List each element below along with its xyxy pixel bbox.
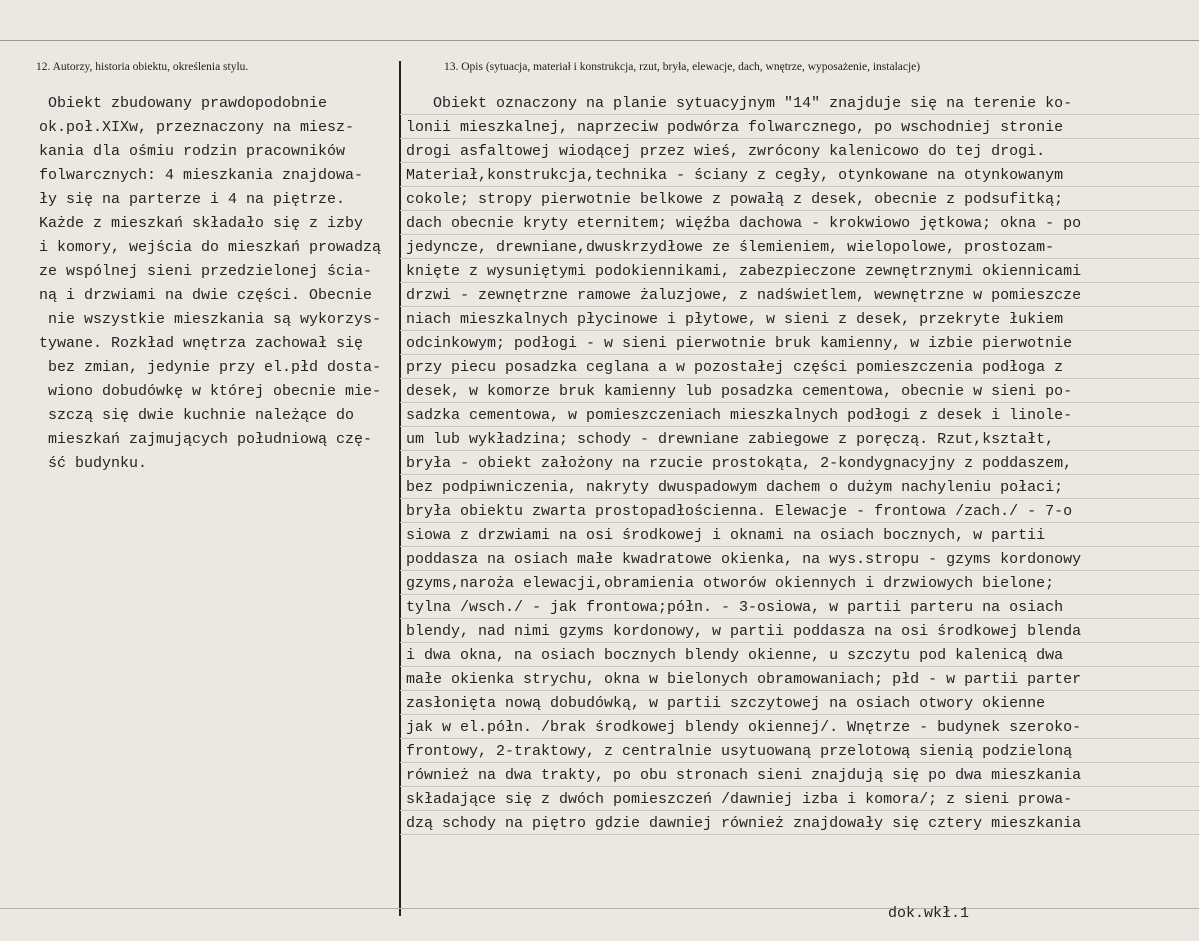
- form-rule-line: [400, 642, 1199, 643]
- text-line: siowa z drzwiami na osi środkowej i oknami na osiach bocznych, w partii: [406, 527, 1046, 544]
- form-rule-line: [400, 570, 1199, 571]
- text-line: bez zmian, jedynie przy el.płd dosta-: [30, 359, 382, 376]
- form-rule-line: [400, 186, 1199, 187]
- text-line: desek, w komorze bruk kamienny lub posadzka cementowa, obecnie w sieni po-: [406, 383, 1073, 400]
- text-line: ły się na parterze i 4 na piętrze.: [30, 191, 346, 208]
- form-rule-line: [400, 258, 1199, 259]
- form-rule-line: [400, 210, 1199, 211]
- form-rule-line: [400, 666, 1199, 667]
- text-line: zasłonięta nową dobudówką, w partii szczytowej na osiach otwory okienne: [406, 695, 1046, 712]
- text-line: nie wszystkie mieszkania są wykorzys-: [30, 311, 382, 328]
- text-line: ok.poł.XIXw, przeznaczony na miesz-: [30, 119, 355, 136]
- form-rule-line: [400, 162, 1199, 163]
- text-line: bez podpiwniczenia, nakryty dwuspadowym dachem o dużym nachyleniu połaci;: [406, 479, 1064, 496]
- text-line: dach obecnie kryty eternitem; więźba dachowa - krokwiowo jętkowa; okna - po: [406, 215, 1082, 232]
- text-line: jak w el.półn. /brak środkowej blendy okiennej/. Wnętrze - budynek szeroko-: [406, 719, 1082, 736]
- text-line: niach mieszkalnych płycinowe i płytowe, w sieni z desek, przekryte łukiem: [406, 311, 1064, 328]
- text-line: również na dwa trakty, po obu stronach sieni znajdują się po dwa mieszkania: [406, 767, 1082, 784]
- text-line: kania dla ośmiu rodzin pracowników: [30, 143, 346, 160]
- top-rule: [0, 40, 1199, 41]
- form-rule-line: [400, 354, 1199, 355]
- form-rule-line: [400, 306, 1199, 307]
- form-rule-line: [400, 498, 1199, 499]
- text-line: wiono dobudówkę w której obecnie mie-: [30, 383, 382, 400]
- form-rule-line: [400, 234, 1199, 235]
- text-line: Obiekt oznaczony na planie sytuacyjnym "14" znajduje się na terenie ko-: [406, 95, 1073, 112]
- form-rule-line: [400, 402, 1199, 403]
- form-rule-line: [400, 426, 1199, 427]
- text-line: bryła obiektu zwarta prostopadłościenna. Elewacje - frontowa /zach./ - 7-o: [406, 503, 1073, 520]
- form-rule-line: [400, 138, 1199, 139]
- section-13-text: [406, 92, 1199, 836]
- text-line: Każde z mieszkań składało się z izby: [30, 215, 364, 232]
- text-line: folwarcznych: 4 mieszkania znajdowa-: [30, 167, 364, 184]
- text-line: mieszkań zajmujących południową czę-: [30, 431, 373, 448]
- form-rule-line: [400, 450, 1199, 451]
- form-rule-line: [400, 762, 1199, 763]
- form-rule-line: [400, 594, 1199, 595]
- text-line: Materiał,konstrukcja,technika - ściany z cegły, otynkowane na otynkowanym: [406, 167, 1064, 184]
- form-rule-line: [400, 114, 1199, 115]
- text-line: frontowy, 2-traktowy, z centralnie usytuowaną przelotową sienią podzieloną: [406, 743, 1073, 760]
- form-rule-line: [400, 282, 1199, 283]
- text-line: bryła - obiekt założony na rzucie prostokąta, 2-kondygnacyjny z poddaszem,: [406, 455, 1073, 472]
- text-line: drzwi - zewnętrzne ramowe żaluzjowe, z nadświetlem, wewnętrzne w pomieszcze: [406, 287, 1082, 304]
- text-line: i dwa okna, na osiach bocznych blendy okienne, u szczytu pod kalenicą dwa: [406, 647, 1064, 664]
- text-line: odcinkowym; podłogi - w sieni pierwotnie bruk kamienny, w izbie pierwotnie: [406, 335, 1073, 352]
- form-rule-line: [400, 522, 1199, 523]
- text-line: małe okienka strychu, okna w bielonych obramowaniach; płd - w partii parter: [406, 671, 1082, 688]
- section-12-text: [30, 92, 398, 476]
- text-line: sadzka cementowa, w pomieszczeniach mieszkalnych podłogi z desek i linole-: [406, 407, 1073, 424]
- text-line: tylna /wsch./ - jak frontowa;półn. - 3-osiowa, w partii parteru na osiach: [406, 599, 1064, 616]
- text-line: gzyms,naroża elewacji,obramienia otworów okiennych i drzwiowych bielone;: [406, 575, 1055, 592]
- text-line: lonii mieszkalnej, naprzeciw podwórza folwarcznego, po wschodniej stronie: [406, 119, 1064, 136]
- text-line: knięte z wysuniętymi podokiennikami, zabezpieczone zewnętrznymi okiennicami: [406, 263, 1082, 280]
- form-rule-line: [400, 690, 1199, 691]
- text-line: blendy, nad nimi gzyms kordonowy, w partii poddasza na osi środkowej blenda: [406, 623, 1082, 640]
- text-line: cokole; stropy pierwotnie belkowe z powałą z desek, obecnie z podsufitką;: [406, 191, 1064, 208]
- text-line: um lub wykładzina; schody - drewniane zabiegowe z poręczą. Rzut,kształt,: [406, 431, 1055, 448]
- form-rule-line: [400, 810, 1199, 811]
- text-line: Obiekt zbudowany prawdopodobnie: [30, 95, 328, 112]
- bottom-rule: [0, 908, 1199, 909]
- form-rule-line: [400, 714, 1199, 715]
- text-line: ną i drzwiami na dwie części. Obecnie: [30, 287, 373, 304]
- form-rule-line: [400, 378, 1199, 379]
- text-line: i komory, wejścia do mieszkań prowadzą: [30, 239, 382, 256]
- form-rule-line: [400, 474, 1199, 475]
- document-id-label: dok.wkł.1: [888, 905, 970, 922]
- text-line: przy piecu posadzka ceglana a w pozostałej części pomieszczenia podłoga z: [406, 359, 1064, 376]
- section-13-heading: 13. Opis (sytuacja, materiał i konstrukcja, rzut, bryła, elewacje, dach, wnętrze, wyposażenie, instalacje): [444, 61, 921, 73]
- form-rule-line: [400, 330, 1199, 331]
- form-rule-line: [400, 786, 1199, 787]
- column-divider: [399, 61, 401, 916]
- text-line: składające się z dwóch pomieszczeń /dawniej izba i komora/; z sieni prowa-: [406, 791, 1073, 808]
- text-line: ze wspólnej sieni przedzielonej ścia-: [30, 263, 373, 280]
- text-line: szczą się dwie kuchnie należące do: [30, 407, 355, 424]
- form-rule-line: [400, 618, 1199, 619]
- text-line: drogi asfaltowej wiodącej przez wieś, zwrócony kalenicowo do tej drogi.: [406, 143, 1046, 160]
- form-rule-line: [400, 546, 1199, 547]
- section-12-heading: 12. Autorzy, historia obiektu, określenia stylu.: [36, 61, 249, 73]
- form-rule-line: [400, 738, 1199, 739]
- text-line: tywane. Rozkład wnętrza zachował się: [30, 335, 364, 352]
- text-line: jedyncze, drewniane,dwuskrzydłowe ze ślemieniem, wielopolowe, prostozam-: [406, 239, 1055, 256]
- text-line: dzą schody na piętro gdzie dawniej również znajdowały się cztery mieszkania: [406, 815, 1082, 832]
- text-line: ść budynku.: [30, 455, 148, 472]
- form-rule-line: [400, 834, 1199, 835]
- text-line: poddasza na osiach małe kwadratowe okienka, na wys.stropu - gzyms kordonowy: [406, 551, 1082, 568]
